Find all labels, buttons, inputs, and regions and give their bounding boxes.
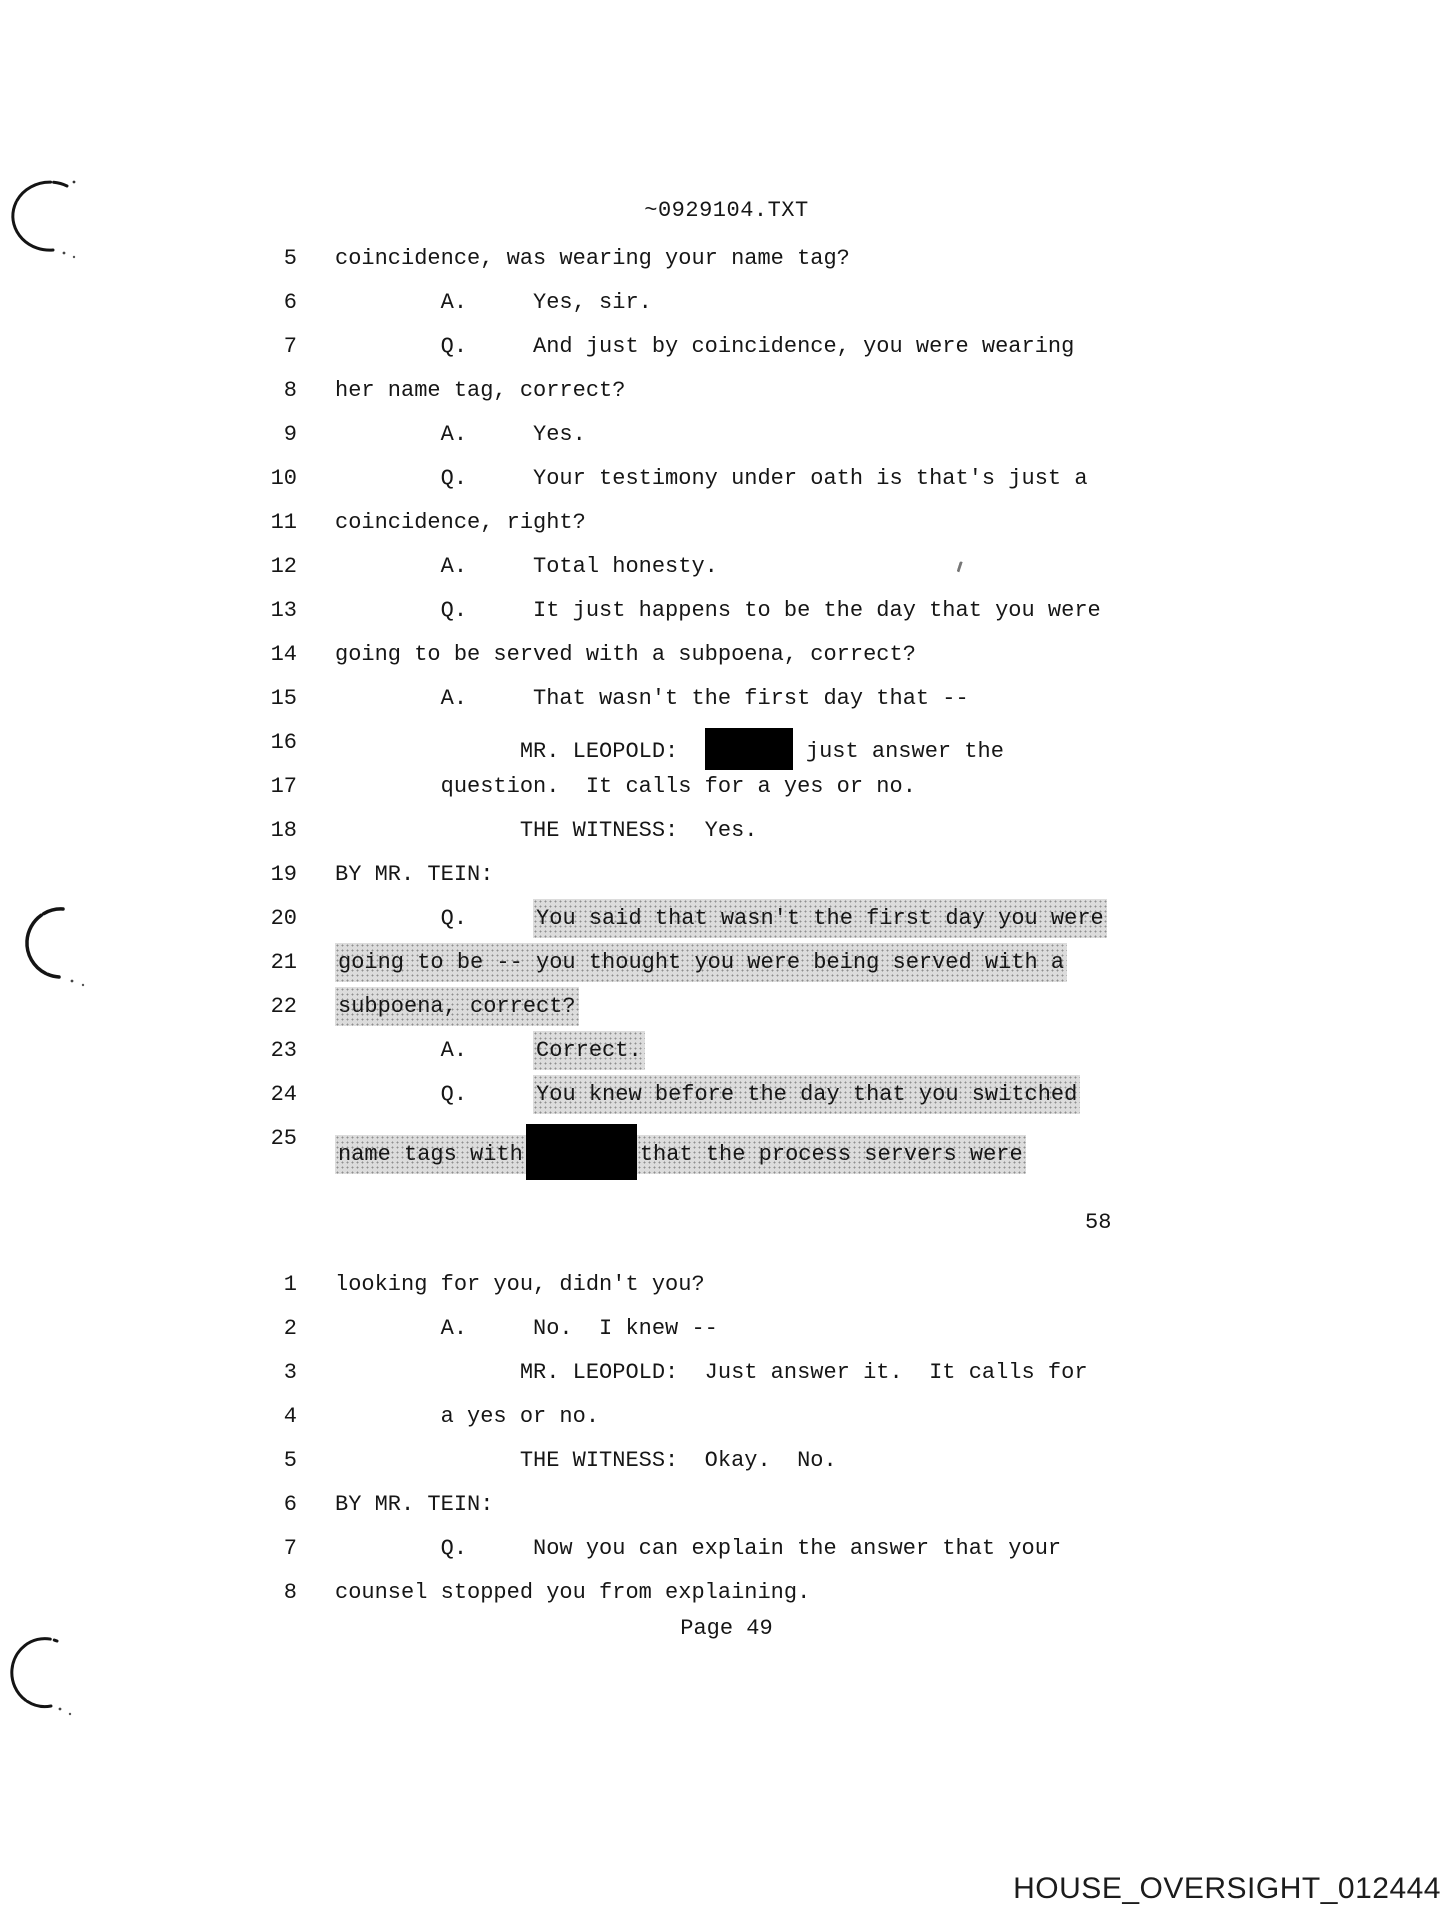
- plain-text: counsel stopped you from explaining.: [335, 1580, 811, 1605]
- line-text: [335, 1446, 837, 1476]
- plain-text: looking for you, didn't you?: [335, 1272, 705, 1297]
- plain-text: A. Total honesty.: [335, 554, 718, 579]
- line-number: 6: [283, 290, 297, 315]
- line-text: [335, 288, 652, 318]
- line-text: [335, 552, 718, 582]
- bates-stamp: HOUSE_OVERSIGHT_012444: [1013, 1872, 1441, 1905]
- transcript-line: [0, 1036, 1453, 1070]
- plain-text: question. It calls for a yes or no.: [335, 774, 916, 799]
- plain-text: MR. LEOPOLD:: [335, 738, 705, 764]
- line-number: 25: [270, 1126, 297, 1151]
- transcript-line: [0, 816, 1453, 850]
- line-number: 16: [270, 730, 297, 755]
- transcript-line: [0, 464, 1453, 498]
- plain-text: THE WITNESS: Yes.: [335, 818, 758, 843]
- transcript-line: [0, 728, 1453, 762]
- plain-text: a yes or no.: [335, 1404, 600, 1429]
- transcript-line: [0, 332, 1453, 366]
- transcript-line: [0, 904, 1453, 938]
- line-number: 7: [283, 334, 297, 359]
- transcript-line: [0, 1534, 1453, 1568]
- line-text: [335, 772, 916, 802]
- line-number: 21: [270, 950, 297, 975]
- highlighted-text: that the process servers were: [637, 1135, 1026, 1174]
- transcript-line: [0, 992, 1453, 1026]
- transcript-line: [0, 1124, 1453, 1167]
- line-text: [335, 1490, 493, 1520]
- line-text: [335, 728, 1004, 774]
- line-number: 3: [283, 1360, 297, 1385]
- plain-text: coincidence, was wearing your name tag?: [335, 246, 850, 271]
- line-text: [335, 640, 916, 670]
- highlighted-text: name tags with: [335, 1135, 526, 1174]
- transcript-line: [0, 1490, 1453, 1524]
- transcript-line: [0, 288, 1453, 322]
- plain-text: her name tag, correct?: [335, 378, 626, 403]
- plain-text: THE WITNESS: Okay. No.: [335, 1448, 837, 1473]
- line-text: [335, 1358, 1088, 1388]
- line-number: 2: [283, 1316, 297, 1341]
- transcript-line: [0, 552, 1453, 586]
- line-text: [335, 904, 1107, 934]
- plain-text: A. Yes, sir.: [335, 290, 652, 315]
- plain-text: Q. Your testimony under oath is that's just a: [335, 466, 1088, 491]
- transcript-line: [0, 420, 1453, 454]
- line-number: 18: [270, 818, 297, 843]
- line-number: 13: [270, 598, 297, 623]
- line-text: [335, 376, 625, 406]
- line-text: [335, 860, 493, 890]
- scan-arc-bottom: [12, 1639, 57, 1707]
- line-number: 12: [270, 554, 297, 579]
- line-number: 8: [283, 378, 297, 403]
- line-text: [335, 1270, 705, 1300]
- line-number: 24: [270, 1082, 297, 1107]
- line-number: 1: [283, 1272, 297, 1297]
- line-number: 4: [283, 1404, 297, 1429]
- plain-text: BY MR. TEIN:: [335, 862, 494, 887]
- transcript-line: [0, 1358, 1453, 1392]
- transcript-line: [0, 860, 1453, 894]
- line-text: [335, 1578, 810, 1608]
- transcript-line: [0, 1578, 1453, 1612]
- transcript-line: [0, 684, 1453, 718]
- line-number: 11: [270, 510, 297, 535]
- line-number: 14: [270, 642, 297, 667]
- highlighted-text: going to be -- you thought you were being served with a: [335, 943, 1067, 982]
- redaction-box: [526, 1124, 637, 1180]
- plain-text: MR. LEOPOLD: Just answer it. It calls for: [335, 1360, 1088, 1385]
- line-number: 5: [283, 1448, 297, 1473]
- highlighted-text: subpoena, correct?: [335, 987, 579, 1026]
- plain-text: A.: [335, 1038, 534, 1063]
- highlighted-text: Correct.: [533, 1031, 645, 1070]
- plain-text: Q. It just happens to be the day that you were: [335, 598, 1101, 623]
- line-text: [335, 332, 1074, 362]
- plain-text: Q.: [335, 1082, 534, 1107]
- transcript-line: [0, 1402, 1453, 1436]
- document-header-title: ~0929104.TXT: [644, 198, 809, 223]
- line-text: [335, 1080, 1080, 1110]
- line-text: [335, 1036, 645, 1066]
- line-number: 15: [270, 686, 297, 711]
- transcript-line: [0, 1314, 1453, 1348]
- plain-text: BY MR. TEIN:: [335, 1492, 494, 1517]
- line-text: [335, 596, 1101, 626]
- line-text: [335, 992, 579, 1022]
- plain-text: A. No. I knew --: [335, 1316, 718, 1341]
- line-text: [335, 1402, 599, 1432]
- redaction-box: [705, 728, 793, 770]
- plain-text: A. Yes.: [335, 422, 586, 447]
- line-number: 6: [283, 1492, 297, 1517]
- transcript-line: [0, 596, 1453, 630]
- line-number: 5: [283, 246, 297, 271]
- transcript-line: [0, 1446, 1453, 1480]
- transcript-line: [0, 1080, 1453, 1114]
- line-number: 19: [270, 862, 297, 887]
- transcript-line: [0, 244, 1453, 278]
- transcript-line: [0, 376, 1453, 410]
- transcript-line: [0, 508, 1453, 542]
- highlighted-text: You knew before the day that you switched: [533, 1075, 1080, 1114]
- line-text: [335, 464, 1088, 494]
- line-text: [335, 816, 757, 846]
- line-text: [335, 244, 850, 274]
- line-number: 7: [283, 1536, 297, 1561]
- line-number: 10: [270, 466, 297, 491]
- plain-text: Q. Now you can explain the answer that your: [335, 1536, 1062, 1561]
- line-text: [335, 1534, 1061, 1564]
- line-number: 9: [283, 422, 297, 447]
- plain-text: going to be served with a subpoena, correct?: [335, 642, 916, 667]
- line-number: 20: [270, 906, 297, 931]
- line-number: 22: [270, 994, 297, 1019]
- transcript-line: [0, 948, 1453, 982]
- plain-text: A. That wasn't the first day that --: [335, 686, 969, 711]
- plain-text: Q.: [335, 906, 534, 931]
- line-text: [335, 1124, 1026, 1184]
- plain-text: just answer the: [792, 738, 1004, 764]
- line-text: [335, 508, 586, 538]
- line-number: 8: [283, 1580, 297, 1605]
- plain-text: Q. And just by coincidence, you were wearing: [335, 334, 1075, 359]
- line-number: 17: [270, 774, 297, 799]
- transcript-line: [0, 772, 1453, 806]
- transcript-line: [0, 1270, 1453, 1304]
- line-text: [335, 1314, 718, 1344]
- transcript-line: [0, 640, 1453, 674]
- line-number: 23: [270, 1038, 297, 1063]
- line-text: [335, 948, 1067, 978]
- page-number-58: 58: [1085, 1210, 1112, 1235]
- line-text: [335, 684, 969, 714]
- line-text: [335, 420, 586, 450]
- page-footer-label: Page 49: [680, 1616, 773, 1641]
- highlighted-text: You said that wasn't the first day you were: [533, 899, 1107, 938]
- plain-text: coincidence, right?: [335, 510, 586, 535]
